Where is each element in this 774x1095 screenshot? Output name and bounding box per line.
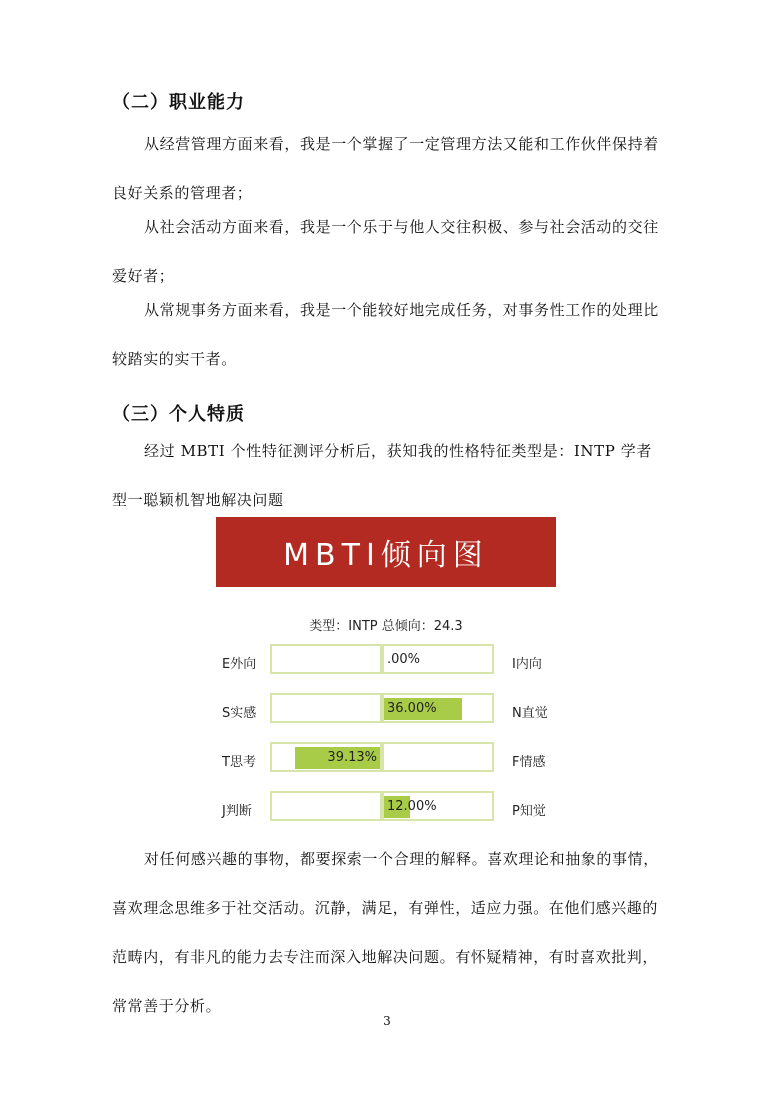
chart-banner: MBTI倾向图: [216, 517, 556, 587]
right-bar-box: [382, 693, 494, 723]
chart-summary: 类型：INTP 总倾向：24.3: [309, 619, 463, 634]
row-left-label: E外向: [222, 657, 257, 672]
right-bar-box: [382, 742, 494, 772]
section-heading-personal-traits: （三）个人特质: [112, 404, 245, 425]
paragraph-mbti-intro: 经过 MBTI 个性特征测评分析后，获知我的性格特征类型是：INTP 学者型一聪颖机智地解决问题: [112, 442, 652, 509]
row-right-label: F情感: [512, 755, 546, 770]
mbti-tendency-chart: [216, 517, 556, 835]
tendency-value: 12.00%: [387, 799, 437, 814]
paragraph-social: 从社会活动方面来看，我是一个乐于与他人交往积极、参与社会活动的交往爱好者；: [112, 218, 659, 285]
left-bar-box: [270, 791, 382, 821]
right-bar-box: [382, 791, 494, 821]
row-left-label: T思考: [222, 755, 256, 770]
left-bar-box: [270, 693, 382, 723]
tendency-value: 36.00%: [387, 701, 437, 716]
mbti-row-ei: [216, 644, 556, 676]
paragraph-routine: 从常规事务方面来看，我是一个能较好地完成任务，对事务性工作的处理比较踏实的实干者。: [112, 301, 659, 368]
row-right-label: I内向: [512, 657, 542, 672]
left-bar-box: [270, 644, 382, 674]
mbti-row-tf: [216, 742, 556, 774]
section-heading-career-ability: （二）职业能力: [112, 92, 245, 113]
paragraph-intp-description: 对任何感兴趣的事物，都要探索一个合理的解释。喜欢理论和抽象的事情，喜欢理念思维多于社交活动。沉静，满足，有弹性，适应力强。在他们感兴趣的范畴内，有非凡的能力去专注而深入地解决问题。有怀疑精神，有时喜欢批判，常常善于分析。: [112, 850, 659, 1015]
row-left-label: J判断: [222, 804, 252, 819]
paragraph-management: 从经营管理方面来看，我是一个掌握了一定管理方法又能和工作伙伴保持着良好关系的管理者；: [112, 135, 659, 202]
tendency-value: 39.13%: [327, 750, 377, 765]
left-bar-box: [270, 742, 382, 772]
row-right-label: N直觉: [512, 706, 548, 721]
mbti-row-sn: [216, 693, 556, 725]
tendency-value: .00%: [387, 652, 421, 667]
right-bar-box: [382, 644, 494, 674]
row-right-label: P知觉: [512, 804, 546, 819]
row-left-label: S实感: [222, 706, 257, 721]
mbti-row-jp: [216, 791, 556, 823]
page-number: 3: [383, 1014, 391, 1028]
